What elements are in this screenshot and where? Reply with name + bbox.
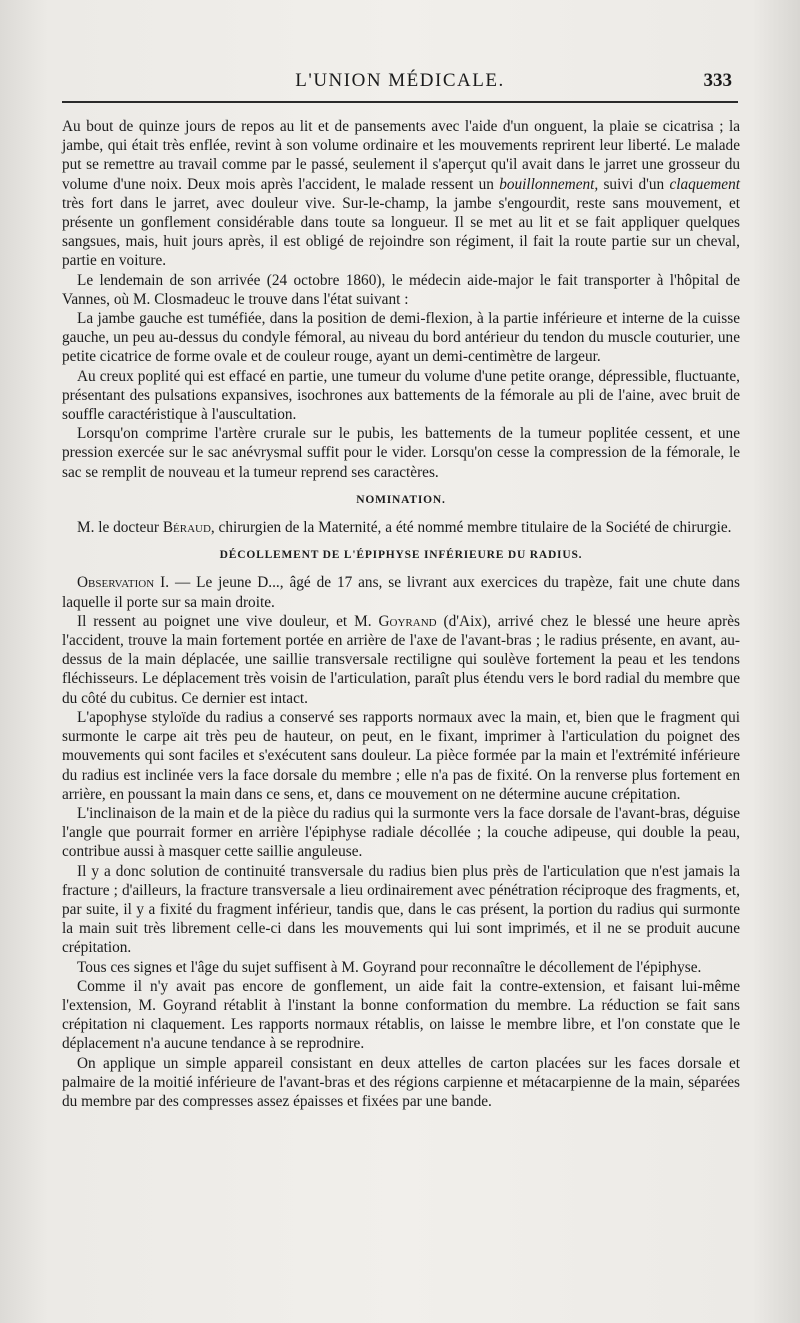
paragraph [62, 518, 740, 537]
paragraph-text: Le lendemain de son arrivée (24 octobre 1860), le médecin aide-major le fait transporter à l'hôpital de Vannes, où M. Closmadeuc le trouve dans l'état suivant : [62, 271, 740, 308]
paragraph-text: , chirurgien de la Maternité, a été nommé membre titulaire de la Société de chirurgie. [210, 519, 732, 537]
paragraph [62, 271, 740, 309]
paragraph [62, 117, 740, 271]
paragraph-text: M. le docteur [77, 519, 163, 537]
paragraph [62, 1054, 740, 1112]
paragraph-text: Comme il n'y avait pas encore de gonflement, un aide fait la contre-extension, et faisant lui-même l'extension, M. Goyrand rétablit à l'instant la bonne conformation du membre. La réduction se fait sans crépitation ni claquement. Les rapports normaux rétablis, on laisse le membre libre, et l'on constate que le déplacement n'a aucune tendance à se reprodnire. [62, 977, 740, 1053]
paragraph-text: Au bout de quinze jours de repos au lit et de pansements avec l'aide d'un onguent, la plaie se cicatrisa ; la jambe, qui était très enflée, revint à son volume ordinaire et les mouvements reprirent leur liberté. Le malade put se remettre au travail comme par le passé, seulement il s'aperçut qu'il avait dans le jarret une grosseur du volume d'une noix. Deux mois après l'accident, le malade ressent un [62, 118, 740, 193]
paragraph-text: (d'Aix), arrivé chez le blessé une heure après l'accident, trouve la main fortement portée en arrière de l'axe de l'avant-bras ; le radius présente, en avant, au-dessus de la main déplacée, une saillie transversale rectiligne qui soulève fortement la peau et les tendons fléchisseurs. Le déplacement très voisin de l'articulation, paraît plus étendu vers le bord radial du membre que du côté du cubitus. Ce dernier est intact. [62, 612, 740, 707]
paragraph-text: — Le jeune D..., âgé de 17 ans, se livrant aux exercices du trapèze, fait une chute dans laquelle il porte sur sa main droite. [62, 574, 740, 611]
page-header [60, 70, 740, 96]
paragraph [62, 573, 740, 611]
italic-term: claquement [669, 175, 740, 193]
paragraph [62, 309, 740, 367]
paragraph-text: suivi d'un [598, 175, 670, 193]
paragraph [62, 367, 740, 425]
header-rule [62, 101, 738, 103]
small-caps-name: Béraud [162, 519, 211, 537]
section-heading: DÉCOLLEMENT DE L'ÉPIPHYSE INFÉRIEURE DU RADIUS. [219, 549, 583, 562]
paragraph [62, 424, 740, 482]
paragraph-text: La jambe gauche est tuméfiée, dans la position de demi-flexion, à la partie inférieure et interne de la cuisse gauche, un peu au-dessus du condyle fémoral, au niveau du bord antérieur du tendon du muscle couturier, une petite cicatrice de forme ovale et de couleur rouge, ayant un demi-centimètre de largeur. [62, 310, 740, 366]
paragraph [62, 708, 740, 804]
paragraph-text: Au creux poplité qui est effacé en partie, une tumeur du volume d'une petite orange, dépressible, fluctuante, présentant des pulsations expansives, isochrones aux battements de la fémorale au pli de l'aine, avec bruit de souffle caractéristique à l'auscultation. [62, 367, 740, 424]
page-number: 333 [703, 70, 732, 91]
small-caps-name: Goyrand [378, 612, 437, 630]
paragraph-text: Lorsqu'on comprime l'artère crurale sur le pubis, les battements de la tumeur poplitée cessent, et une pression exercée sur le sac anévrysmal suffit pour le vider. Lorsqu'on cesse la compression de la fémorale, le sac se remplit de nouveau et la tumeur reprend ses caractères. [62, 425, 740, 481]
paragraph-text: L'inclinaison de la main et de la pièce du radius qui la surmonte vers la face dorsale de l'avant-bras, déguise l'angle que pourrait former en arrière l'épiphyse radiale décollée ; la couche adipeuse, qui double la peau, contribue aussi à masquer cette saillie anguleuse. [62, 804, 740, 861]
paragraph [62, 612, 740, 708]
running-title: L'UNION MÉDICALE. [295, 70, 505, 91]
paragraph [62, 862, 740, 958]
article-body [62, 117, 740, 1111]
paragraph [62, 804, 740, 862]
italic-term: bouillonnement, [499, 175, 599, 193]
paragraph [62, 958, 740, 977]
paragraph-text: Il ressent au poignet une vive douleur, et M. [77, 612, 379, 630]
small-caps-name: Observation I. [77, 574, 170, 592]
paragraph-text: L'apophyse styloïde du radius a conservé ses rapports normaux avec la main, et, bien que le fragment qui surmonte le carpe ait très peu de hauteur, on peut, en le fixant, imprimer à l'articulation du poignet des mouvements qui sont faciles et s'exécutent sans douleur. La pièce formée par la main et l'extrémité inférieure du radius est inclinée vers la face dorsale du membre ; elle n'a pas de fixité. On la renverse plus fortement en arrière, en poussant la main dans ce sens, et, dans ce mouvement on ne détermine aucune crépitation. [62, 708, 740, 803]
paragraph-text: très fort dans le jarret, avec douleur vive. Sur-le-champ, la jambe s'engourdit, reste sans mouvement, et présente un gonflement considérable dans toute sa longueur. Il se met au lit et se fait appliquer quelques sangsues, mais, huit jours après, il est obligé de rejoindre son régiment, il fait la route partie sur un cheval, partie en voiture. [62, 194, 740, 270]
paragraph-text: Il y a donc solution de continuité transversale du radius bien plus près de l'articulation que n'est jamais la fracture ; d'ailleurs, la fracture transversale a lieu ordinairement avec pénétration réciproque des fragments, et, par suite, il y a fixité du fragment inférieur, tandis que, dans le cas présent, la portion du radius qui surmonte la main suit très librement celle-ci dans les mouvements qui lui sont imprimés, et il ne se produit aucune crépitation. [62, 862, 740, 957]
paragraph-text: On applique un simple appareil consistant en deux attelles de carton placées sur les faces dorsale et palmaire de la moitié inférieure de l'avant-bras et des régions carpienne et métacarpienne de la main, séparées du membre par des compresses assez épaisses et fixées par une bande. [62, 1054, 740, 1110]
section-heading: NOMINATION. [356, 493, 446, 506]
paragraph-text: Tous ces signes et l'âge du sujet suffisent à M. Goyrand pour reconnaître le décollement de l'épiphyse. [77, 958, 702, 976]
paragraph [62, 977, 740, 1054]
